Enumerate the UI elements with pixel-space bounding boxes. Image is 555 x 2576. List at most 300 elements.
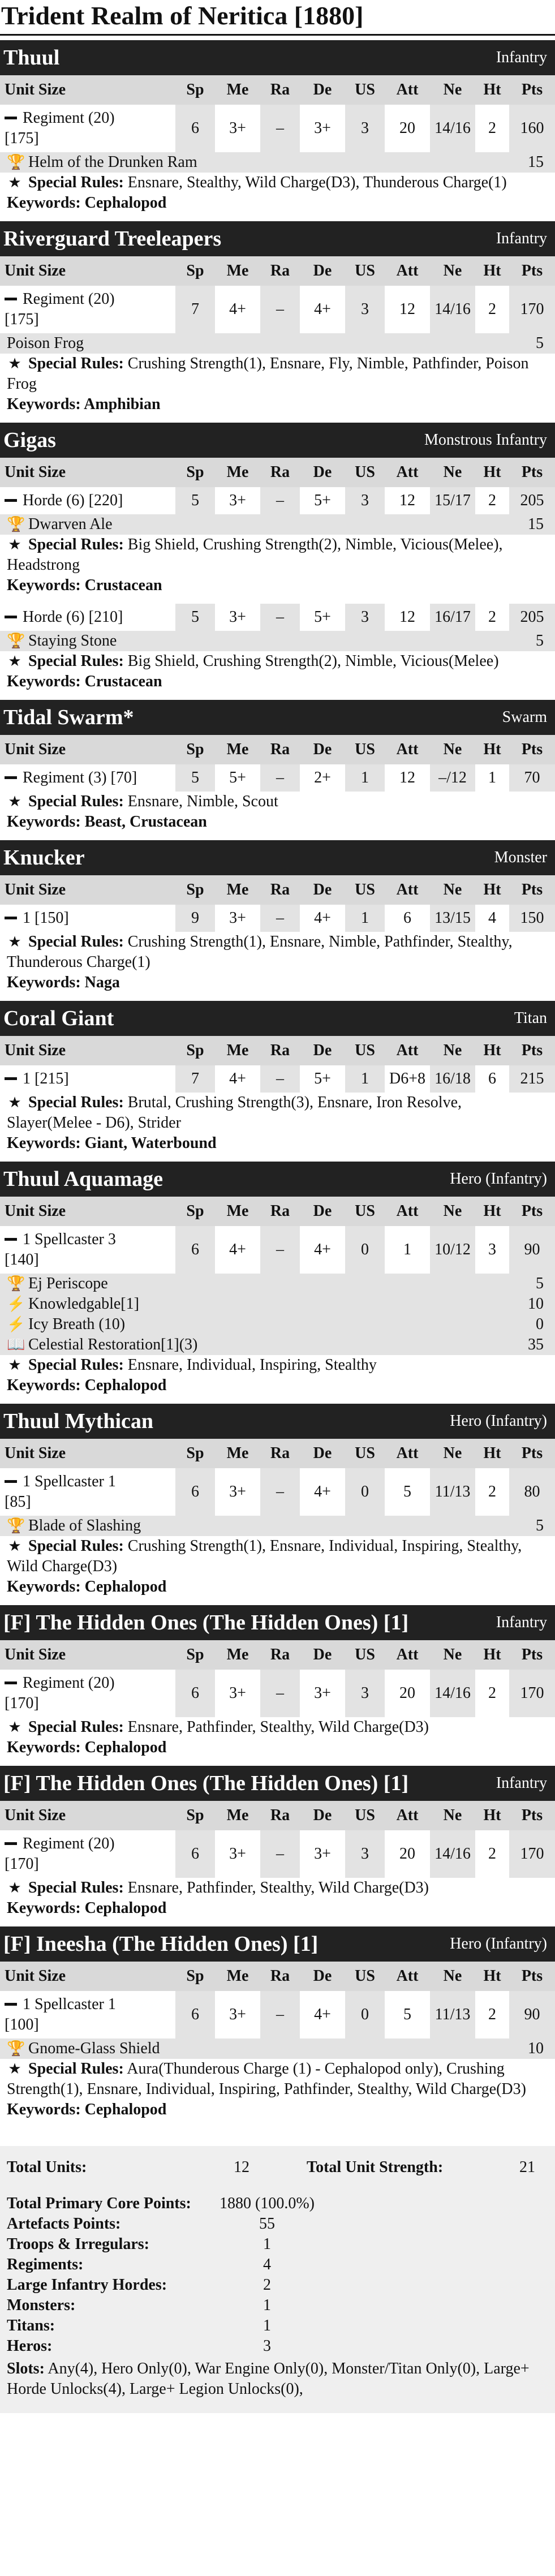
unit-size-points: [100] [5, 2016, 39, 2033]
stat-ne: 11/13 [430, 1991, 475, 2039]
stat-table [0, 1036, 555, 1093]
special-rules-label: Special Rules: [28, 536, 124, 553]
star-icon: ★ [8, 793, 21, 810]
stat-us: 0 [345, 1991, 385, 2039]
upgrade-item [0, 1314, 555, 1335]
stat-header: Unit Size [0, 1036, 175, 1065]
stat-header: Sp [175, 1962, 215, 1991]
unit-name: Thuul [3, 46, 60, 70]
stat-me: 3+ [215, 604, 260, 631]
unit-size-cell [0, 1670, 175, 1717]
summary-value: 1 [263, 2235, 271, 2253]
upgrade-points: 15 [528, 153, 544, 171]
keywords [0, 812, 555, 836]
stat-de: 4+ [300, 905, 345, 932]
unit-size: Regiment (20) [23, 109, 115, 127]
keywords [0, 193, 555, 217]
stat-ht: 2 [475, 105, 509, 152]
stat-header: Unit Size [0, 1439, 175, 1468]
summary-value: 1 [263, 2317, 271, 2334]
special-rules [0, 932, 555, 973]
stat-header: Att [385, 1801, 430, 1830]
unit-size-points: [175] [5, 130, 39, 147]
stat-header: Unit Size [0, 458, 175, 487]
stat-ht: 2 [475, 1468, 509, 1516]
stat-me: 3+ [215, 1830, 260, 1878]
stat-table [0, 1962, 555, 2039]
unit-size-cell [0, 1991, 175, 2039]
stat-row [0, 1830, 555, 1878]
collapse-minus-icon[interactable] [5, 776, 17, 779]
total-units-value: 12 [234, 2158, 249, 2176]
unit-type: Titan [514, 1009, 547, 1027]
stat-us: 1 [345, 764, 385, 792]
unit-header [0, 1001, 555, 1036]
collapse-minus-icon[interactable] [5, 2003, 17, 2006]
unit-block [0, 423, 555, 599]
stat-header-row [0, 1439, 555, 1468]
collapse-minus-icon[interactable] [5, 499, 17, 502]
stat-header-row [0, 1640, 555, 1670]
stat-me: 4+ [215, 1226, 260, 1274]
stat-ra: – [260, 1065, 300, 1093]
stat-pts: 205 [509, 487, 555, 514]
summary-key: Heros: [7, 2337, 53, 2355]
stat-de: 3+ [300, 1830, 345, 1878]
book-icon: 📖 [7, 1336, 25, 1353]
stat-sp: 7 [175, 286, 215, 333]
stat-header: Me [215, 1197, 260, 1226]
special-rules [0, 173, 555, 193]
stat-ra: – [260, 905, 300, 932]
stat-header: De [300, 1439, 345, 1468]
upgrade-label: Blade of Slashing [28, 1517, 141, 1534]
stat-header: US [345, 1439, 385, 1468]
unit-type: Infantry [496, 230, 547, 247]
unit-size-cell [0, 905, 175, 932]
stat-header: Me [215, 256, 260, 286]
upgrade-label: Dwarven Ale [28, 515, 113, 533]
star-icon: ★ [8, 536, 21, 553]
stat-header: Pts [509, 1036, 555, 1065]
summary-row [7, 2194, 547, 2214]
keywords-text: Naga [84, 974, 120, 991]
unit-header [0, 1605, 555, 1640]
keywords-text: Cephalopod [84, 1377, 167, 1394]
stat-ra: – [260, 1468, 300, 1516]
stat-header: Pts [509, 458, 555, 487]
stat-att: 20 [385, 105, 430, 152]
stat-header: Sp [175, 75, 215, 105]
stat-header: Unit Size [0, 735, 175, 764]
stat-header-row [0, 1962, 555, 1991]
stat-row [0, 1226, 555, 1274]
stat-de: 4+ [300, 1468, 345, 1516]
stat-header: Sp [175, 458, 215, 487]
stat-header: Pts [509, 1197, 555, 1226]
stat-pts: 160 [509, 105, 555, 152]
summary-row [7, 2234, 547, 2255]
stat-sp: 6 [175, 1830, 215, 1878]
unit-size-cell [0, 487, 175, 514]
unit-size: 1 Spellcaster 1 [23, 1473, 116, 1490]
special-rules [0, 792, 555, 812]
stat-header: De [300, 735, 345, 764]
stat-us: 3 [345, 1670, 385, 1717]
upgrade-item [0, 1516, 555, 1536]
special-rules-text: Ensnare, Nimble, Scout [127, 793, 278, 810]
unit-type: Monster [494, 849, 547, 866]
stat-sp: 6 [175, 1670, 215, 1717]
stat-header-row [0, 1801, 555, 1830]
stat-header: Unit Size [0, 1197, 175, 1226]
stat-sp: 6 [175, 1468, 215, 1516]
stat-header: Me [215, 735, 260, 764]
stat-ht: 2 [475, 604, 509, 631]
stat-header: Sp [175, 1036, 215, 1065]
slots-line [7, 2359, 547, 2399]
upgrade-item [0, 1294, 555, 1314]
unit-block [0, 604, 555, 695]
total-units-label: Total Units: [7, 2158, 87, 2176]
keywords-text: Crustacean [84, 673, 162, 690]
stat-table [0, 735, 555, 792]
keywords [0, 2100, 555, 2123]
special-rules-text: Crushing Strength(1), Ensnare, Individual, Inspiring, Stealthy, Wild Charge(D3) [7, 1537, 522, 1575]
unit-size-points: [170] [5, 1695, 39, 1712]
upgrade-points: 10 [528, 2040, 544, 2057]
keywords [0, 394, 555, 418]
special-rules-label: Special Rules: [28, 1094, 124, 1111]
stat-table [0, 604, 555, 631]
unit-size: Regiment (20) [23, 290, 115, 308]
unit-size: 1 [215] [23, 1070, 69, 1087]
special-rules [0, 1093, 555, 1133]
stat-header: US [345, 1962, 385, 1991]
unit-size-cell [0, 1830, 175, 1878]
unit-block [0, 840, 555, 996]
unit-header [0, 700, 555, 735]
stat-ht: 2 [475, 487, 509, 514]
stat-header-row [0, 75, 555, 105]
upgrade-label: Knowledgable[1] [28, 1295, 139, 1313]
stat-pts: 70 [509, 764, 555, 792]
unit-size: Regiment (3) [70] [23, 769, 137, 786]
special-rules [0, 2059, 555, 2100]
special-rules-text: Brutal, Crushing Strength(3), Ensnare, Iron Resolve, Slayer(Melee - D6), Strider [7, 1094, 462, 1132]
stat-att: 12 [385, 604, 430, 631]
stat-header: Ra [260, 1640, 300, 1670]
stat-header: De [300, 1962, 345, 1991]
unit-size-cell [0, 604, 175, 631]
stat-header: Me [215, 1801, 260, 1830]
star-icon: ★ [8, 1538, 21, 1554]
upgrade-label: Icy Breath (10) [28, 1315, 126, 1333]
upgrade-item [0, 333, 555, 354]
stat-header: Pts [509, 735, 555, 764]
stat-header-row [0, 1036, 555, 1065]
stat-ne: 14/16 [430, 105, 475, 152]
unit-header [0, 221, 555, 256]
special-rules-text: Ensnare, Individual, Inspiring, Stealthy [127, 1356, 377, 1374]
keywords-text: Cephalopod [84, 1578, 167, 1596]
summary-key: Large Infantry Hordes: [7, 2276, 167, 2294]
stat-header: Sp [175, 875, 215, 905]
special-rules-label: Special Rules: [28, 355, 124, 372]
upgrade-label: Gnome-Glass Shield [28, 2040, 160, 2057]
stat-header: Ne [430, 1036, 475, 1065]
stat-header: Ht [475, 256, 509, 286]
stat-header-row [0, 875, 555, 905]
unit-name: Thuul Aquamage [3, 1167, 163, 1191]
stat-table [0, 875, 555, 932]
stat-me: 3+ [215, 1670, 260, 1717]
collapse-minus-icon[interactable] [5, 1682, 17, 1684]
collapse-minus-icon[interactable] [5, 1238, 17, 1241]
stat-ht: 2 [475, 1670, 509, 1717]
army-title: Trident Realm of Neritica [1880] [0, 0, 555, 36]
stat-header: Ht [475, 1036, 509, 1065]
unit-size: 1 Spellcaster 1 [23, 1996, 116, 2013]
unit-block [0, 1605, 555, 1761]
stat-header: Sp [175, 1439, 215, 1468]
special-rules-text: Crushing Strength(1), Ensnare, Nimble, Pathfinder, Stealthy, Thunderous Charge(1) [7, 933, 513, 971]
stat-header: Pts [509, 1801, 555, 1830]
unit-block [0, 40, 555, 217]
stat-header: Ht [475, 1197, 509, 1226]
stat-header: Ra [260, 75, 300, 105]
keywords [0, 1133, 555, 1157]
unit-size-points: [175] [5, 311, 39, 328]
special-rules-label: Special Rules: [28, 1356, 124, 1374]
keywords-label: Keywords: [7, 1899, 81, 1917]
stat-att: 6 [385, 905, 430, 932]
keywords-text: Cephalopod [84, 2101, 167, 2118]
stat-att: 1 [385, 1226, 430, 1274]
summary-key: Regiments: [7, 2256, 84, 2273]
keywords [0, 973, 555, 996]
special-rules-label: Special Rules: [28, 2060, 124, 2078]
keywords [0, 575, 555, 599]
slots-label: Slots: [7, 2360, 45, 2377]
stat-me: 3+ [215, 1991, 260, 2039]
stat-header: Unit Size [0, 1640, 175, 1670]
trophy-icon: 🏆 [7, 516, 25, 532]
stat-header: De [300, 1640, 345, 1670]
stat-me: 5+ [215, 764, 260, 792]
stat-header: Att [385, 875, 430, 905]
unit-header [0, 1766, 555, 1801]
unit-size: Regiment (20) [23, 1835, 115, 1852]
stat-header-row [0, 458, 555, 487]
keywords-label: Keywords: [7, 1578, 81, 1596]
stat-pts: 150 [509, 905, 555, 932]
unit-type: Hero (Infantry) [450, 1935, 547, 1953]
collapse-minus-icon[interactable] [5, 917, 17, 919]
special-rules [0, 354, 555, 394]
stat-pts: 170 [509, 1830, 555, 1878]
stat-de: 4+ [300, 1991, 345, 2039]
stat-ne: 14/16 [430, 1670, 475, 1717]
stat-me: 4+ [215, 1065, 260, 1093]
unit-size-points: [140] [5, 1251, 39, 1268]
special-rules-label: Special Rules: [28, 933, 124, 951]
star-icon: ★ [8, 1719, 21, 1735]
upgrade-points: 5 [536, 632, 544, 650]
unit-name: [F] The Hidden Ones (The Hidden Ones) [1] [3, 1611, 409, 1635]
stat-att: 20 [385, 1830, 430, 1878]
stat-pts: 80 [509, 1468, 555, 1516]
upgrade-points: 5 [536, 334, 544, 352]
keywords-text: Beast, Crustacean [84, 813, 207, 831]
stat-sp: 5 [175, 764, 215, 792]
summary-value: 1 [263, 2297, 271, 2314]
stat-table [0, 1197, 555, 1274]
keywords-label: Keywords: [7, 395, 81, 413]
unit-size-cell [0, 286, 175, 333]
upgrade-label: Staying Stone [28, 632, 117, 650]
stat-header-row [0, 735, 555, 764]
keywords-text: Cephalopod [84, 1899, 167, 1917]
unit-header [0, 840, 555, 875]
special-rules-text: Crushing Strength(1), Ensnare, Fly, Nimble, Pathfinder, Poison Frog [7, 355, 529, 393]
stat-att: 5 [385, 1991, 430, 2039]
stat-us: 3 [345, 487, 385, 514]
stat-de: 5+ [300, 1065, 345, 1093]
keywords-text: Amphibian [84, 395, 161, 413]
keywords-label: Keywords: [7, 813, 81, 831]
keywords-label: Keywords: [7, 2101, 81, 2118]
collapse-minus-icon[interactable] [5, 1842, 17, 1845]
collapse-minus-icon[interactable] [5, 117, 17, 119]
keywords [0, 1375, 555, 1399]
stat-header: Ht [475, 735, 509, 764]
stat-ne: 16/18 [430, 1065, 475, 1093]
bolt-icon: ⚡ [7, 1316, 25, 1332]
summary-value: 4 [263, 2256, 271, 2273]
unit-size: 1 [150] [23, 909, 69, 927]
special-rules-label: Special Rules: [28, 1718, 124, 1736]
trophy-icon: 🏆 [7, 2040, 25, 2057]
unit-size-cell [0, 1468, 175, 1516]
collapse-minus-icon[interactable] [5, 1480, 17, 1483]
stat-pts: 170 [509, 286, 555, 333]
collapse-minus-icon[interactable] [5, 1077, 17, 1080]
stat-de: 3+ [300, 105, 345, 152]
stat-header: Ra [260, 1439, 300, 1468]
special-rules-label: Special Rules: [28, 1537, 124, 1555]
collapse-minus-icon[interactable] [5, 616, 17, 618]
unit-block [0, 1001, 555, 1157]
unit-size-cell [0, 1065, 175, 1093]
unit-name: [F] The Hidden Ones (The Hidden Ones) [1] [3, 1771, 409, 1795]
stat-header: Att [385, 1962, 430, 1991]
unit-name: Knucker [3, 846, 85, 870]
stat-ra: – [260, 286, 300, 333]
stat-header: Ra [260, 256, 300, 286]
stat-me: 4+ [215, 286, 260, 333]
stat-header: Me [215, 1036, 260, 1065]
star-icon: ★ [8, 1094, 21, 1111]
unit-size-points: [170] [5, 1855, 39, 1873]
star-icon: ★ [8, 1357, 21, 1373]
stat-header: Unit Size [0, 75, 175, 105]
upgrade-item [0, 1274, 555, 1294]
slots-value: Any(4), Hero Only(0), War Engine Only(0), Monster/Titan Only(0), Large+ Horde Unlocks(4), Large+ Legion Unlocks(0), [7, 2360, 530, 2398]
summary-key: Monsters: [7, 2297, 76, 2314]
stat-header: US [345, 1640, 385, 1670]
trophy-icon: 🏆 [7, 1275, 25, 1292]
stat-table [0, 256, 555, 333]
stat-header: Ne [430, 1197, 475, 1226]
stat-table [0, 1439, 555, 1516]
unit-type: Hero (Infantry) [450, 1412, 547, 1430]
stat-us: 1 [345, 1065, 385, 1093]
stat-ht: 3 [475, 1226, 509, 1274]
stat-header: Ht [475, 75, 509, 105]
stat-ra: – [260, 1830, 300, 1878]
stat-de: 4+ [300, 286, 345, 333]
stat-header: Pts [509, 875, 555, 905]
keywords [0, 1898, 555, 1922]
summary-row [7, 2336, 547, 2356]
trophy-icon: 🏆 [7, 633, 25, 649]
stat-ht: 2 [475, 1830, 509, 1878]
upgrade-points: 15 [528, 515, 544, 533]
upgrade-points: 5 [536, 1275, 544, 1292]
stat-header: Ht [475, 1439, 509, 1468]
special-rules [0, 1536, 555, 1577]
stat-us: 3 [345, 1830, 385, 1878]
unit-size: 1 Spellcaster 3 [23, 1231, 116, 1248]
star-icon: ★ [8, 653, 21, 669]
star-icon: ★ [8, 174, 21, 191]
summary-value: 3 [263, 2337, 271, 2355]
stat-me: 3+ [215, 487, 260, 514]
stat-de: 5+ [300, 487, 345, 514]
stat-row [0, 604, 555, 631]
keywords [0, 1577, 555, 1601]
unit-size-points: [85] [5, 1493, 31, 1511]
stat-header: US [345, 735, 385, 764]
trophy-icon: 🏆 [7, 154, 25, 170]
stat-pts: 205 [509, 604, 555, 631]
special-rules [0, 1355, 555, 1375]
stat-header: US [345, 458, 385, 487]
unit-block [0, 1766, 555, 1922]
keywords-label: Keywords: [7, 577, 81, 594]
stat-header: Me [215, 75, 260, 105]
collapse-minus-icon[interactable] [5, 298, 17, 300]
stat-header: Me [215, 875, 260, 905]
stat-pts: 170 [509, 1670, 555, 1717]
stat-table [0, 1640, 555, 1717]
summary-value: 2 [263, 2276, 271, 2294]
stat-header: Ht [475, 875, 509, 905]
star-icon: ★ [8, 2061, 21, 2077]
stat-header: Me [215, 1962, 260, 1991]
stat-header: US [345, 75, 385, 105]
stat-header: Ht [475, 1640, 509, 1670]
stat-header: Ra [260, 1962, 300, 1991]
stat-ra: – [260, 1991, 300, 2039]
stat-table [0, 1801, 555, 1878]
stat-row [0, 764, 555, 792]
stat-table [0, 75, 555, 152]
special-rules-text: Ensnare, Stealthy, Wild Charge(D3), Thunderous Charge(1) [127, 174, 507, 191]
upgrade-points: 35 [528, 1336, 544, 1353]
summary-value: 55 [259, 2215, 275, 2233]
